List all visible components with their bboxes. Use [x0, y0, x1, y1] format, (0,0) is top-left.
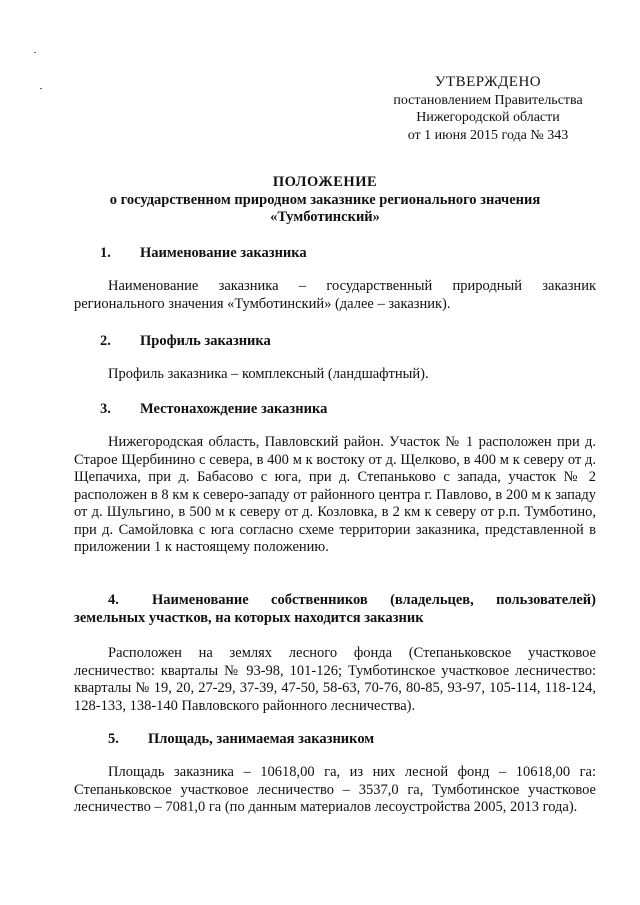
approval-line: от 1 июня 2015 года № 343	[407, 127, 569, 143]
section-text-1: Наименование заказника – государственный природный заказник регионального значения «Тумботинский» (далее – заказник).	[74, 278, 596, 312]
section-heading-4	[74, 591, 596, 627]
section-number: 2.	[100, 333, 111, 349]
section-text-5: Площадь заказника – 10618,00 га, из них лесной фонд – 10618,00 га: Степаньковское участковое лесничество – 3537,0 га, Тумботинское участковое лесничество – 7081,0 га (по данным материалов лесоустройства 2005, 2013 года).	[74, 764, 596, 815]
approval-heading: УТВЕРЖДЕНО	[434, 74, 542, 90]
section-title: Наименование заказника	[140, 245, 307, 261]
section-title: Площадь, занимаемая заказником	[148, 731, 375, 747]
section-number: 1.	[100, 245, 111, 261]
section-title: Профиль заказника	[140, 333, 271, 349]
document-title	[70, 174, 580, 227]
section-heading-3	[100, 400, 327, 418]
section-heading-2	[100, 332, 271, 350]
section-number: 4.	[108, 592, 119, 608]
title-main: ПОЛОЖЕНИЕ	[272, 174, 378, 190]
scan-speck	[40, 88, 42, 89]
scan-speck	[34, 52, 36, 53]
approval-line: постановлением Правительства	[393, 92, 583, 108]
section-text-2: Профиль заказника – комплексный (ландшафтный).	[108, 366, 429, 382]
section-heading-5	[108, 730, 374, 748]
section-text-4: Расположен на землях лесного фонда (Степаньковское участковое лесничество: кварталы № 93-98, 101-126; Тумботинское участковое лесничество: кварталы № 19, 20, 27-29, 37-39, 47-50, 58-63, 70-76, 80-85, 93-97, 105-114, 118-124, 128-133, 138-140 Павловского районного лесничества).	[74, 645, 596, 714]
title-subtitle: «Тумботинский»	[270, 209, 380, 225]
section-heading-1	[100, 244, 307, 262]
approval-line: Нижегородской области	[416, 110, 560, 125]
section-number: 5.	[108, 731, 119, 747]
section-text-3: Нижегородская область, Павловский район. Участок № 1 расположен при д. Старое Щербинино с севера, в 400 м к востоку от д. Щелково, в 400 м к северу от д. Щепачиха, при д. Бабасово с юга, при д. Степаньково с запада, участок № 2 расположен в 8 км к северо-западу от районного центра г. Павлово, в 200 м к западу от д. Шульгино, в 500 м к северу от д. Козловка, в 2 км к северу от р.п. Тумботино, при д. Самойловка с юга согласно схеме территории заказника, представленной в приложении 1 к настоящему положению.	[74, 434, 596, 555]
section-title: Наименование собственников (владельцев, пользователей) земельных участков, на которых находится заказник	[74, 592, 596, 626]
approval-stamp-block	[368, 74, 608, 144]
section-number: 3.	[100, 401, 111, 417]
title-subtitle: о государственном природном заказнике регионального значения	[109, 191, 541, 208]
section-title: Местонахождение заказника	[140, 401, 328, 417]
